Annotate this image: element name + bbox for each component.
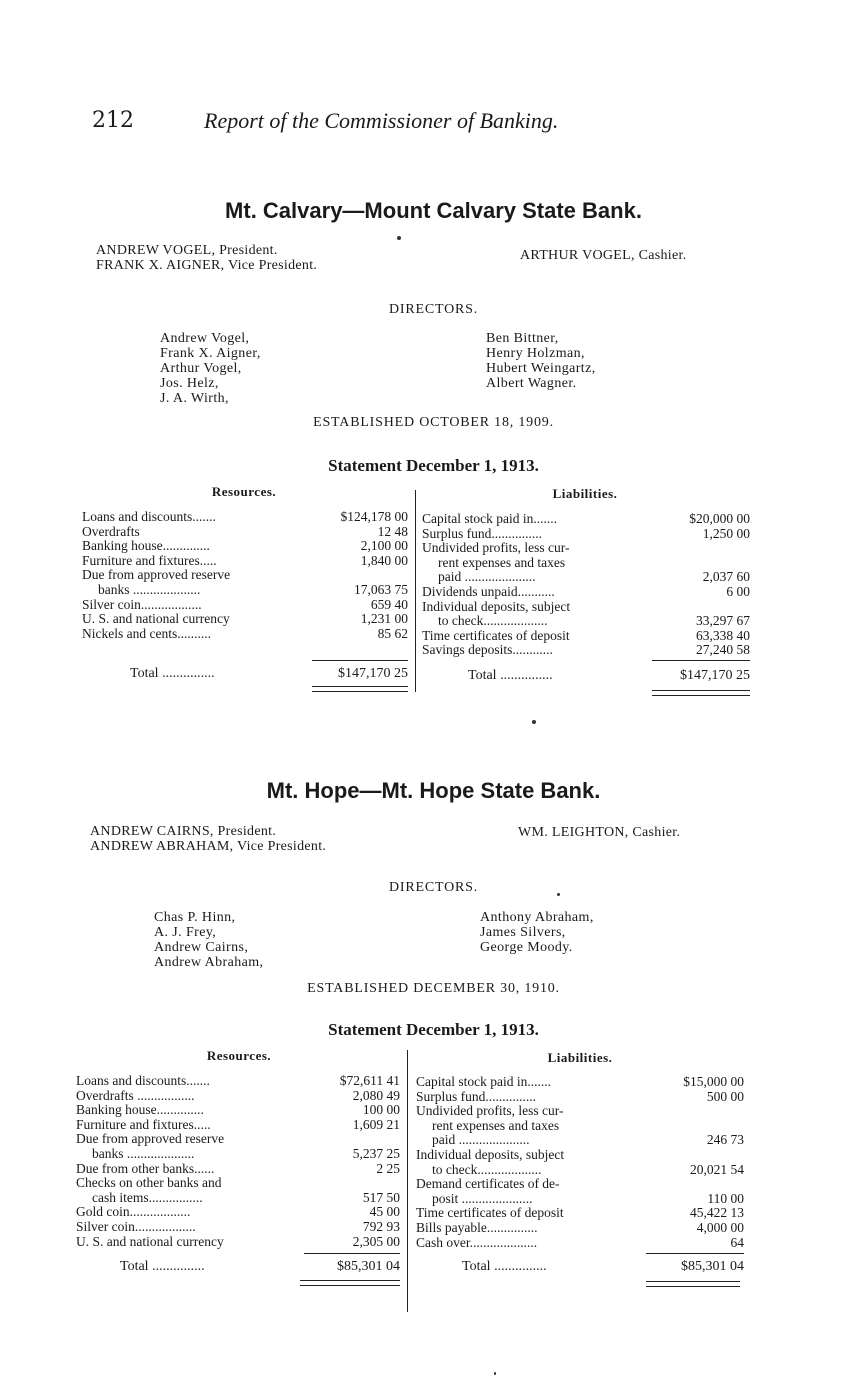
table-row: Silver coin.................. 659 40 bbox=[82, 596, 408, 612]
officers-left bbox=[96, 243, 317, 273]
resources-heading: Resources. bbox=[211, 484, 277, 499]
director: George Moody. bbox=[480, 940, 573, 955]
resources-heading: Resources. bbox=[206, 1048, 272, 1063]
director: Andrew Cairns, bbox=[154, 940, 249, 955]
table-row: Surplus fund............... 500 00 bbox=[416, 1088, 744, 1104]
table-row: U. S. and national currency 1,231 00 bbox=[82, 611, 408, 627]
total-amount: $85,301 04 bbox=[681, 1259, 744, 1274]
statement-title: Statement December 1, 1913. bbox=[328, 1020, 539, 1039]
table-row: Silver coin.................. 792 93 bbox=[76, 1218, 400, 1234]
directors-left bbox=[160, 331, 261, 406]
director: Anthony Abraham, bbox=[480, 910, 594, 925]
column-divider bbox=[415, 490, 416, 692]
cashier: ARTHUR VOGEL, Cashier. bbox=[520, 248, 687, 263]
table-row: banks .................... 17,063 75 bbox=[98, 581, 408, 597]
table-row: Overdrafts 12 48 bbox=[82, 523, 408, 539]
total-label: Total ............... bbox=[468, 668, 553, 683]
table-row: Undivided profits, less cur- bbox=[416, 1104, 564, 1119]
director: James Silvers, bbox=[480, 925, 566, 940]
total-amount: $147,170 25 bbox=[680, 668, 750, 683]
sum-rule bbox=[312, 660, 408, 661]
table-row: Savings deposits............ 27,240 58 bbox=[422, 642, 750, 658]
table-row: Undivided profits, less cur- bbox=[422, 541, 570, 556]
table-row: Banking house.............. 100 00 bbox=[76, 1102, 400, 1118]
statement-title: Statement December 1, 1913. bbox=[328, 456, 539, 475]
officers-left bbox=[90, 824, 326, 854]
table-row: posit ..................... 110 00 bbox=[432, 1190, 744, 1206]
table-row: paid ..................... 246 73 bbox=[432, 1132, 744, 1148]
bank-title: Mt. Hope—Mt. Hope State Bank. bbox=[266, 778, 601, 803]
sum-rule bbox=[304, 1253, 400, 1254]
director: Arthur Vogel, bbox=[160, 361, 242, 376]
liabilities-table bbox=[416, 1075, 744, 1250]
table-row: Overdrafts ................. 2,080 49 bbox=[76, 1087, 400, 1103]
director: Andrew Abraham, bbox=[154, 955, 264, 970]
table-row: Capital stock paid in....... $20,000 00 bbox=[422, 511, 750, 526]
president: ANDREW CAIRNS, President. bbox=[90, 824, 277, 839]
table-row: U. S. and national currency 2,305 00 bbox=[76, 1233, 400, 1249]
table-row: banks .................... 5,237 25 bbox=[92, 1145, 400, 1161]
director: Henry Holzman, bbox=[486, 346, 585, 361]
sum-rule bbox=[646, 1253, 744, 1254]
director: Chas P. Hinn, bbox=[154, 910, 236, 925]
table-row: Furniture and fixtures..... 1,840 00 bbox=[82, 552, 408, 568]
vice-president: ANDREW ABRAHAM, Vice President. bbox=[90, 839, 327, 854]
liabilities-table bbox=[422, 512, 750, 658]
table-row: to check................... 33,297 67 bbox=[438, 613, 750, 629]
double-rule bbox=[300, 1280, 400, 1286]
liabilities-total-row bbox=[462, 1259, 744, 1275]
table-row: Checks on other banks and bbox=[76, 1176, 222, 1191]
table-row: Furniture and fixtures..... 1,609 21 bbox=[76, 1116, 400, 1132]
table-row: cash items................ 517 50 bbox=[92, 1189, 400, 1205]
table-row: rent expenses and taxes bbox=[432, 1118, 560, 1133]
table-row: Nickels and cents.......... 85 62 bbox=[82, 625, 408, 641]
established: ESTABLISHED OCTOBER 18, 1909. bbox=[313, 415, 554, 430]
double-rule bbox=[652, 690, 750, 696]
resources-total-row bbox=[130, 666, 408, 682]
resources-total-row bbox=[120, 1259, 400, 1275]
table-row: rent expenses and taxes bbox=[438, 555, 566, 570]
director: A. J. Frey, bbox=[154, 925, 217, 940]
total-label: Total ............... bbox=[130, 666, 215, 681]
cashier: WM. LEIGHTON, Cashier. bbox=[518, 825, 681, 840]
director: Hubert Weingartz, bbox=[486, 361, 596, 376]
bank-title: Mt. Calvary—Mount Calvary State Bank. bbox=[225, 198, 642, 223]
column-divider bbox=[407, 1050, 408, 1312]
page-header bbox=[92, 108, 712, 144]
stray-mark bbox=[557, 893, 560, 896]
table-row: Bills payable............... 4,000 00 bbox=[416, 1219, 744, 1235]
sum-rule bbox=[652, 660, 750, 661]
total-amount: $85,301 04 bbox=[337, 1259, 400, 1274]
table-row: Capital stock paid in....... $15,000 00 bbox=[416, 1074, 744, 1089]
page-number: 212 bbox=[92, 108, 134, 133]
director: Albert Wagner. bbox=[486, 376, 577, 391]
directors-label: DIRECTORS. bbox=[388, 302, 479, 317]
table-row: Due from approved reserve bbox=[76, 1132, 225, 1147]
director: Ben Bittner, bbox=[486, 331, 559, 346]
table-row: to check................... 20,021 54 bbox=[432, 1161, 744, 1177]
double-rule bbox=[312, 686, 408, 692]
resources-table bbox=[82, 510, 408, 641]
total-amount: $147,170 25 bbox=[338, 666, 408, 681]
resources-table bbox=[76, 1074, 400, 1249]
director: J. A. Wirth, bbox=[160, 391, 229, 406]
director: Andrew Vogel, bbox=[160, 331, 250, 346]
liabilities-heading: Liabilities. bbox=[547, 1050, 613, 1065]
table-row: Due from approved reserve bbox=[82, 568, 231, 583]
running-title: Report of the Commissioner of Banking. bbox=[204, 108, 559, 133]
table-row: Dividends unpaid........... 6 00 bbox=[422, 583, 750, 599]
table-row: Demand certificates of de- bbox=[416, 1177, 560, 1192]
table-row: Banking house.............. 2,100 00 bbox=[82, 538, 408, 554]
table-row: Due from other banks...... 2 25 bbox=[76, 1160, 400, 1176]
directors-label: DIRECTORS. bbox=[388, 880, 479, 895]
director: Jos. Helz, bbox=[160, 376, 219, 391]
stray-mark bbox=[532, 720, 536, 724]
stray-mark bbox=[494, 1372, 496, 1375]
directors-right bbox=[486, 331, 596, 391]
stray-mark bbox=[397, 236, 401, 240]
table-row: Time certificates of deposit 63,338 40 bbox=[422, 627, 750, 643]
double-rule bbox=[646, 1281, 740, 1287]
president: ANDREW VOGEL, President. bbox=[96, 243, 278, 258]
table-row: Surplus fund............... 1,250 00 bbox=[422, 525, 750, 541]
vice-president: FRANK X. AIGNER, Vice President. bbox=[96, 258, 318, 273]
directors-right bbox=[480, 910, 594, 955]
liabilities-total-row bbox=[468, 668, 750, 684]
directors-left bbox=[154, 910, 263, 970]
total-label: Total ............... bbox=[120, 1259, 205, 1274]
director: Frank X. Aigner, bbox=[160, 346, 261, 361]
total-label: Total ............... bbox=[462, 1259, 547, 1274]
table-row: Time certificates of deposit 45,422 13 bbox=[416, 1205, 744, 1221]
table-row: paid ..................... 2,037 60 bbox=[438, 569, 750, 585]
table-row: Loans and discounts....... $124,178 00 bbox=[82, 509, 408, 524]
table-row: Gold coin.................. 45 00 bbox=[76, 1204, 400, 1220]
table-row: Individual deposits, subject bbox=[416, 1147, 565, 1162]
table-row: Loans and discounts....... $72,611 41 bbox=[76, 1073, 400, 1088]
liabilities-heading: Liabilities. bbox=[552, 486, 618, 501]
table-row: Cash over.................... 64 bbox=[416, 1234, 744, 1250]
established: ESTABLISHED DECEMBER 30, 1910. bbox=[307, 981, 560, 996]
table-row: Individual deposits, subject bbox=[422, 599, 571, 614]
